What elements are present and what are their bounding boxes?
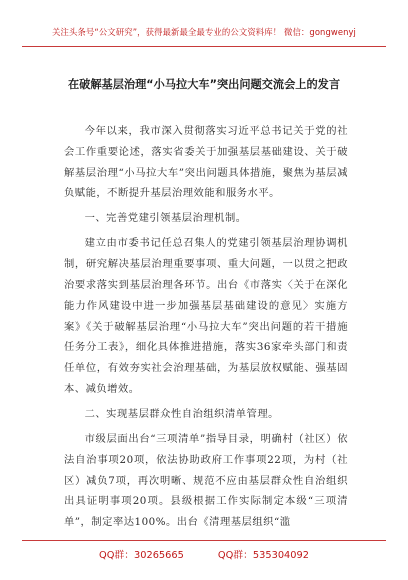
qq-group-2: QQ群：535304092 [217, 550, 309, 561]
footer-contacts [0, 547, 408, 561]
footer-divider [22, 540, 386, 541]
intro-paragraph: 今年以来，我市深入贯彻落实习近平总书记关于党的社会工作重要论述，落实省委关于加强基层基础建设、关于破解基层治理“小马拉大车”突出问题具体措施，聚焦为基层减负赋能，不断提升基层治理效能和服务水平。 [64, 125, 348, 200]
qq-group-1: QQ群：30265665 [98, 550, 184, 561]
document-body [64, 121, 348, 533]
section-heading-2: 二、实现基层群众性自治组织清单管理。 [84, 407, 279, 420]
promo-banner: 关注头条号“公文研究”，获得最新最全最专业的公文资料库！ 微信：gongwenyj [52, 27, 356, 37]
section-2-paragraph: 市级层面出台“三项清单”指导目录，明确村（社区）依法自治事项20项，依法协助政府工作事项22项，为村（社区）减负7项，再次明晰、规范不应由基层群众性自治组织出具证明事项20项。县级根据工作实际制定本级“三项清单”，制定率达100%。出台《清理基层组织“滥 [64, 432, 348, 529]
header-divider [22, 46, 386, 47]
section-1-paragraph: 建立由市委书记任总召集人的党建引领基层治理协调机制，研究解决基层治理重要事项、重大问题，一以贯之把政治要求落实到基层治理各环节。出台《市落实〈关于在深化能力作风建设中进一步加强基层基础建设的意见〉实施方案》《关于破解基层治理“小马拉大车”突出问题的若干措施任务分工表》，细化具体推进措施，落实36家牵头部门和责任单位，有效夯实社会治理基础，为基层放权赋能、强基固本、减负增效。 [64, 237, 348, 395]
section-heading-1: 一、完善党建引领基层治理机制。 [84, 212, 247, 225]
document-title: 在破解基层治理“小马拉大车”突出问题交流会上的发言 [67, 78, 341, 91]
